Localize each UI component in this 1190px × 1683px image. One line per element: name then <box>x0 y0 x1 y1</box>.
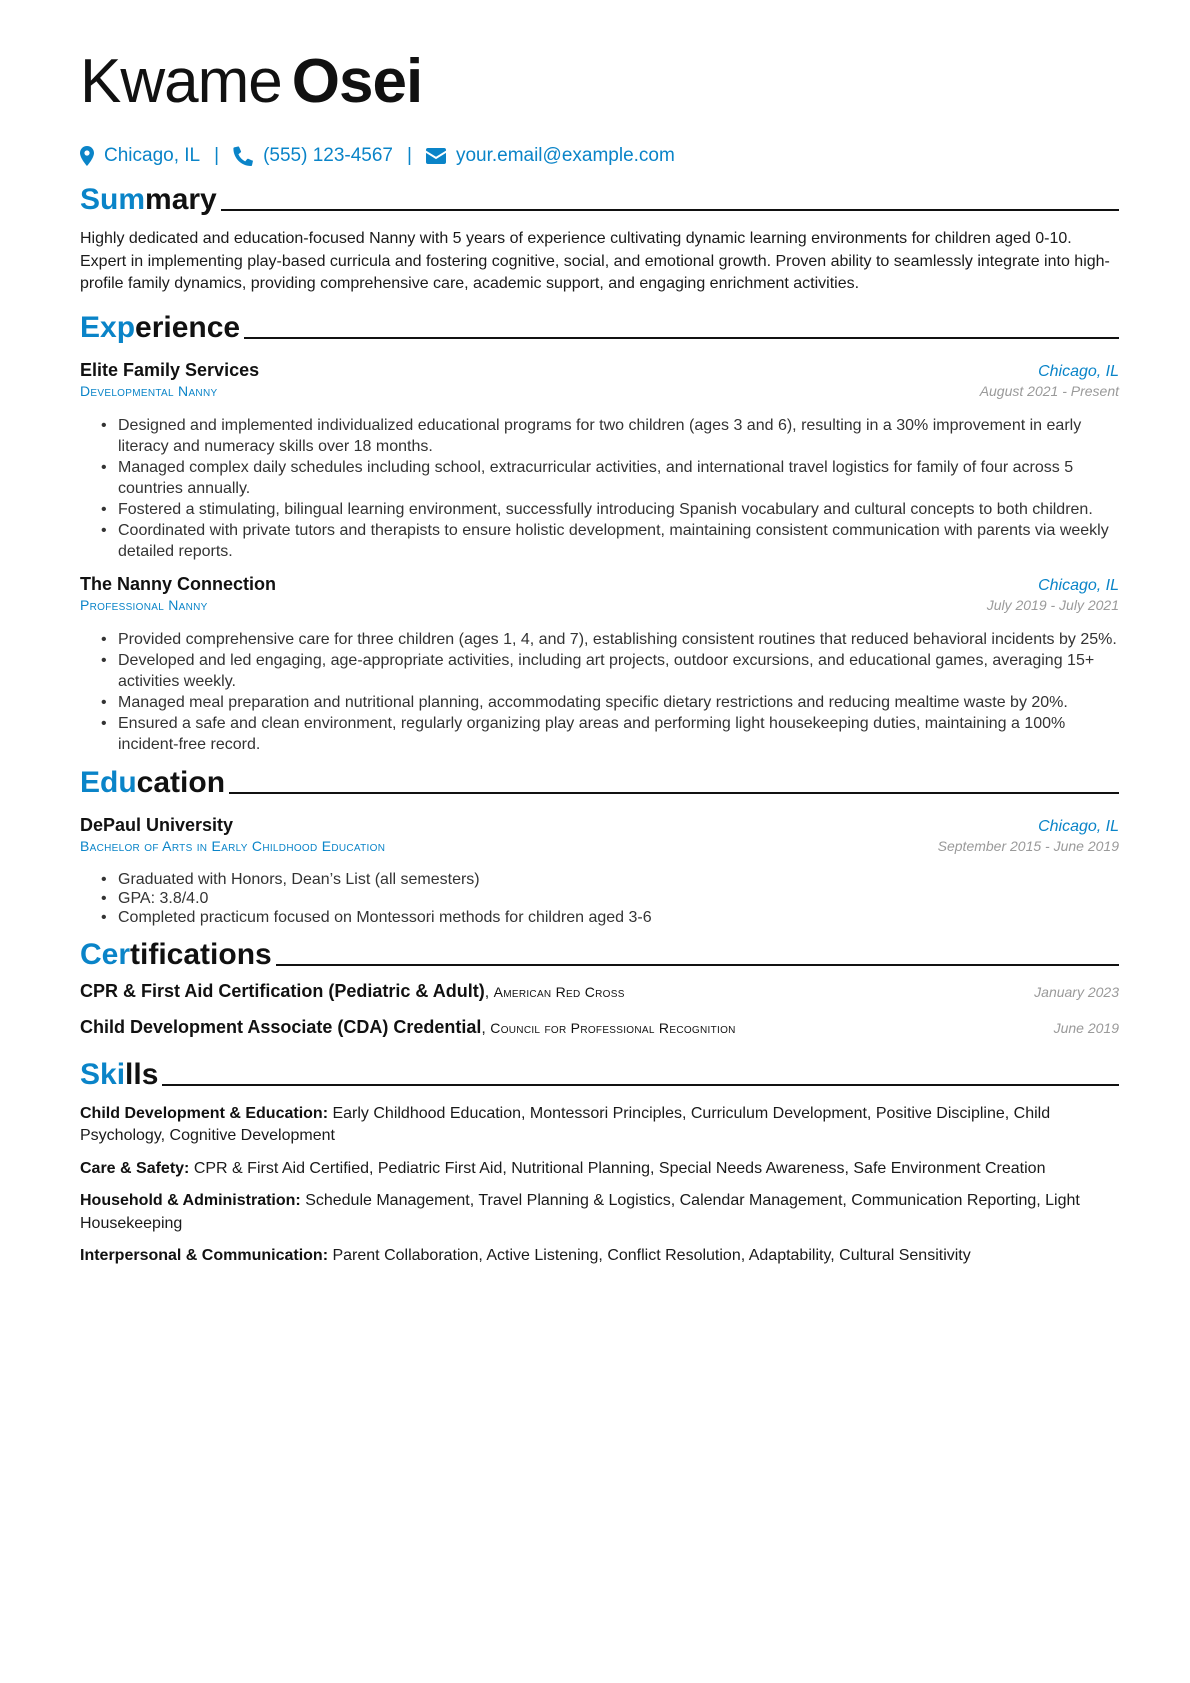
bullet-item: • Fostered a stimulating, bilingual learning environment, successfully introducing Spanish vocabulary and cultural concepts to both children. <box>118 499 1119 520</box>
certification-name: Child Development Associate (CDA) Credential <box>80 1016 482 1037</box>
contact-email[interactable] <box>426 145 675 167</box>
phone-text: (555) 123-4567 <box>263 145 393 166</box>
job-bullets <box>80 415 1119 562</box>
skill-category: Interpersonal & Communication: <box>80 1247 329 1264</box>
certification-item: Child Development Associate (CDA) Credential, Council for Professional Recognition June 2019 <box>80 1016 1119 1037</box>
bullet-item: • Graduated with Honors, Dean’s List (all semesters) <box>118 870 1119 889</box>
section-title: Education <box>80 765 226 799</box>
skill-group <box>80 1190 1119 1235</box>
bullet-item: • Coordinated with private tutors and therapists to ensure holistic development, maintaining consistent communication with parents via weekly detailed reports. <box>118 520 1119 562</box>
summary-heading <box>80 178 1119 218</box>
school-location: Chicago, IL <box>1038 817 1119 835</box>
skill-group <box>80 1245 1119 1268</box>
section-rule <box>244 337 1119 339</box>
section-rule <box>221 209 1119 211</box>
certification-issuer: American Red Cross <box>493 983 625 1000</box>
job-dates: July 2019 - July 2021 <box>986 596 1119 613</box>
job-entry <box>80 574 1119 755</box>
contact-separator: | <box>407 145 412 166</box>
contact-separator: | <box>214 145 220 166</box>
skill-items: Parent Collaboration, Active Listening, Conflict Resolution, Adaptability, Cultural Sensitivity <box>332 1247 971 1264</box>
bullet-item: • Managed meal preparation and nutritional planning, accommodating specific dietary restrictions and reducing mealtime waste by 20%. <box>118 692 1119 713</box>
education-dates: September 2015 - June 2019 <box>937 837 1119 854</box>
job-role: Professional Nanny <box>80 596 208 613</box>
job-location: Chicago, IL <box>1038 362 1119 380</box>
first-name: Kwame <box>80 47 282 116</box>
skill-items: Schedule Management, Travel Planning & Logistics, Calendar Management, Communication Reporting, Light Housekeeping <box>80 1192 1080 1232</box>
resume-page <box>80 40 1119 1268</box>
certification-date: June 2019 <box>1053 1019 1119 1036</box>
skills-heading <box>80 1053 1119 1093</box>
bullet-item: • Ensured a safe and clean environment, regularly organizing play areas and performing light housekeeping duties, maintaining a 100% incident-free record. <box>118 713 1119 755</box>
bullet-item: • Designed and implemented individualized educational programs for two children (ages 3 and 6), resulting in a 30% improvement in early literacy and numeracy skills over 18 months. <box>118 415 1119 457</box>
certification-date: January 2023 <box>1034 983 1119 1000</box>
school-name: DePaul University <box>80 814 234 835</box>
candidate-name <box>80 40 1119 124</box>
certification-name: CPR & First Aid Certification (Pediatric & Adult) <box>80 980 485 1001</box>
education-heading <box>80 761 1119 801</box>
skill-items: CPR & First Aid Certified, Pediatric First Aid, Nutritional Planning, Special Needs Awareness, Safe Environment Creation <box>193 1159 1046 1177</box>
contact-location <box>80 145 200 167</box>
contact-bar <box>80 142 1119 170</box>
phone-icon <box>233 146 253 166</box>
job-bullets <box>80 629 1119 755</box>
job-location: Chicago, IL <box>1038 576 1119 594</box>
envelope-icon <box>426 148 446 164</box>
skill-category: Household & Administration: <box>80 1192 301 1209</box>
skill-group <box>80 1103 1119 1148</box>
section-rule <box>276 964 1119 966</box>
map-marker-icon <box>80 146 94 166</box>
job-dates: August 2021 - Present <box>979 382 1119 399</box>
certification-item: CPR & First Aid Certification (Pediatric & Adult), American Red Cross January 2023 <box>80 980 1119 1001</box>
contact-phone[interactable] <box>233 145 393 167</box>
last-name: Osei <box>291 47 423 116</box>
skill-group <box>80 1158 1119 1181</box>
degree: Bachelor of Arts in Early Childhood Education <box>80 837 386 854</box>
skill-items: Early Childhood Education, Montessori Principles, Curriculum Development, Positive Discipline, Child Psychology, Cognitive Development <box>80 1104 1051 1144</box>
certifications-list <box>80 981 1119 1053</box>
experience-heading <box>80 306 1119 346</box>
email-link[interactable]: your.email@example.com <box>455 145 675 166</box>
certifications-heading <box>80 933 1119 973</box>
section-title: Certifications <box>80 937 272 971</box>
skill-category: Care & Safety: <box>80 1159 190 1177</box>
skills-list <box>80 1103 1119 1268</box>
bullet-item: • GPA: 3.8/4.0 <box>118 889 1119 908</box>
location-text: Chicago, IL <box>104 145 201 166</box>
bullet-item: • Completed practicum focused on Montessori methods for children aged 3-6 <box>118 908 1119 927</box>
certification-issuer: Council for Professional Recognition <box>490 1019 736 1036</box>
bullet-item: • Developed and led engaging, age-appropriate activities, including art projects, outdoor excursions, and educational games, averaging 15+ activities weekly. <box>118 650 1119 692</box>
skill-category: Child Development & Education: <box>80 1104 329 1122</box>
section-title: Summary <box>80 183 217 216</box>
bullet-item: • Managed complex daily schedules including school, extracurricular activities, and international travel logistics for family of four across 5 countries annually. <box>118 457 1119 499</box>
section-title: Skills <box>80 1057 159 1091</box>
job-organization: The Nanny Connection <box>80 573 277 594</box>
education-entry <box>80 815 1119 927</box>
education-bullets <box>80 870 1119 927</box>
job-role: Developmental Nanny <box>80 382 218 399</box>
job-organization: Elite Family Services <box>80 359 260 380</box>
section-rule <box>162 1084 1119 1086</box>
section-rule <box>229 792 1119 794</box>
section-title: Experience <box>80 310 241 344</box>
summary-text: Highly dedicated and education-focused Nanny with 5 years of experience cultivating dynamic learning environments for children aged 0-10. Expert in implementing play-based curricula and fostering cognitive, social, and emotional growth. Proven ability to seamlessly integrate into high-profile family dynamics, providing comprehensive care, academic support, and engaging enrichment activities. <box>80 230 1110 292</box>
job-entry <box>80 360 1119 562</box>
bullet-item: • Provided comprehensive care for three children (ages 1, 4, and 7), establishing consistent routines that reduced behavioral incidents by 25%. <box>118 629 1119 650</box>
